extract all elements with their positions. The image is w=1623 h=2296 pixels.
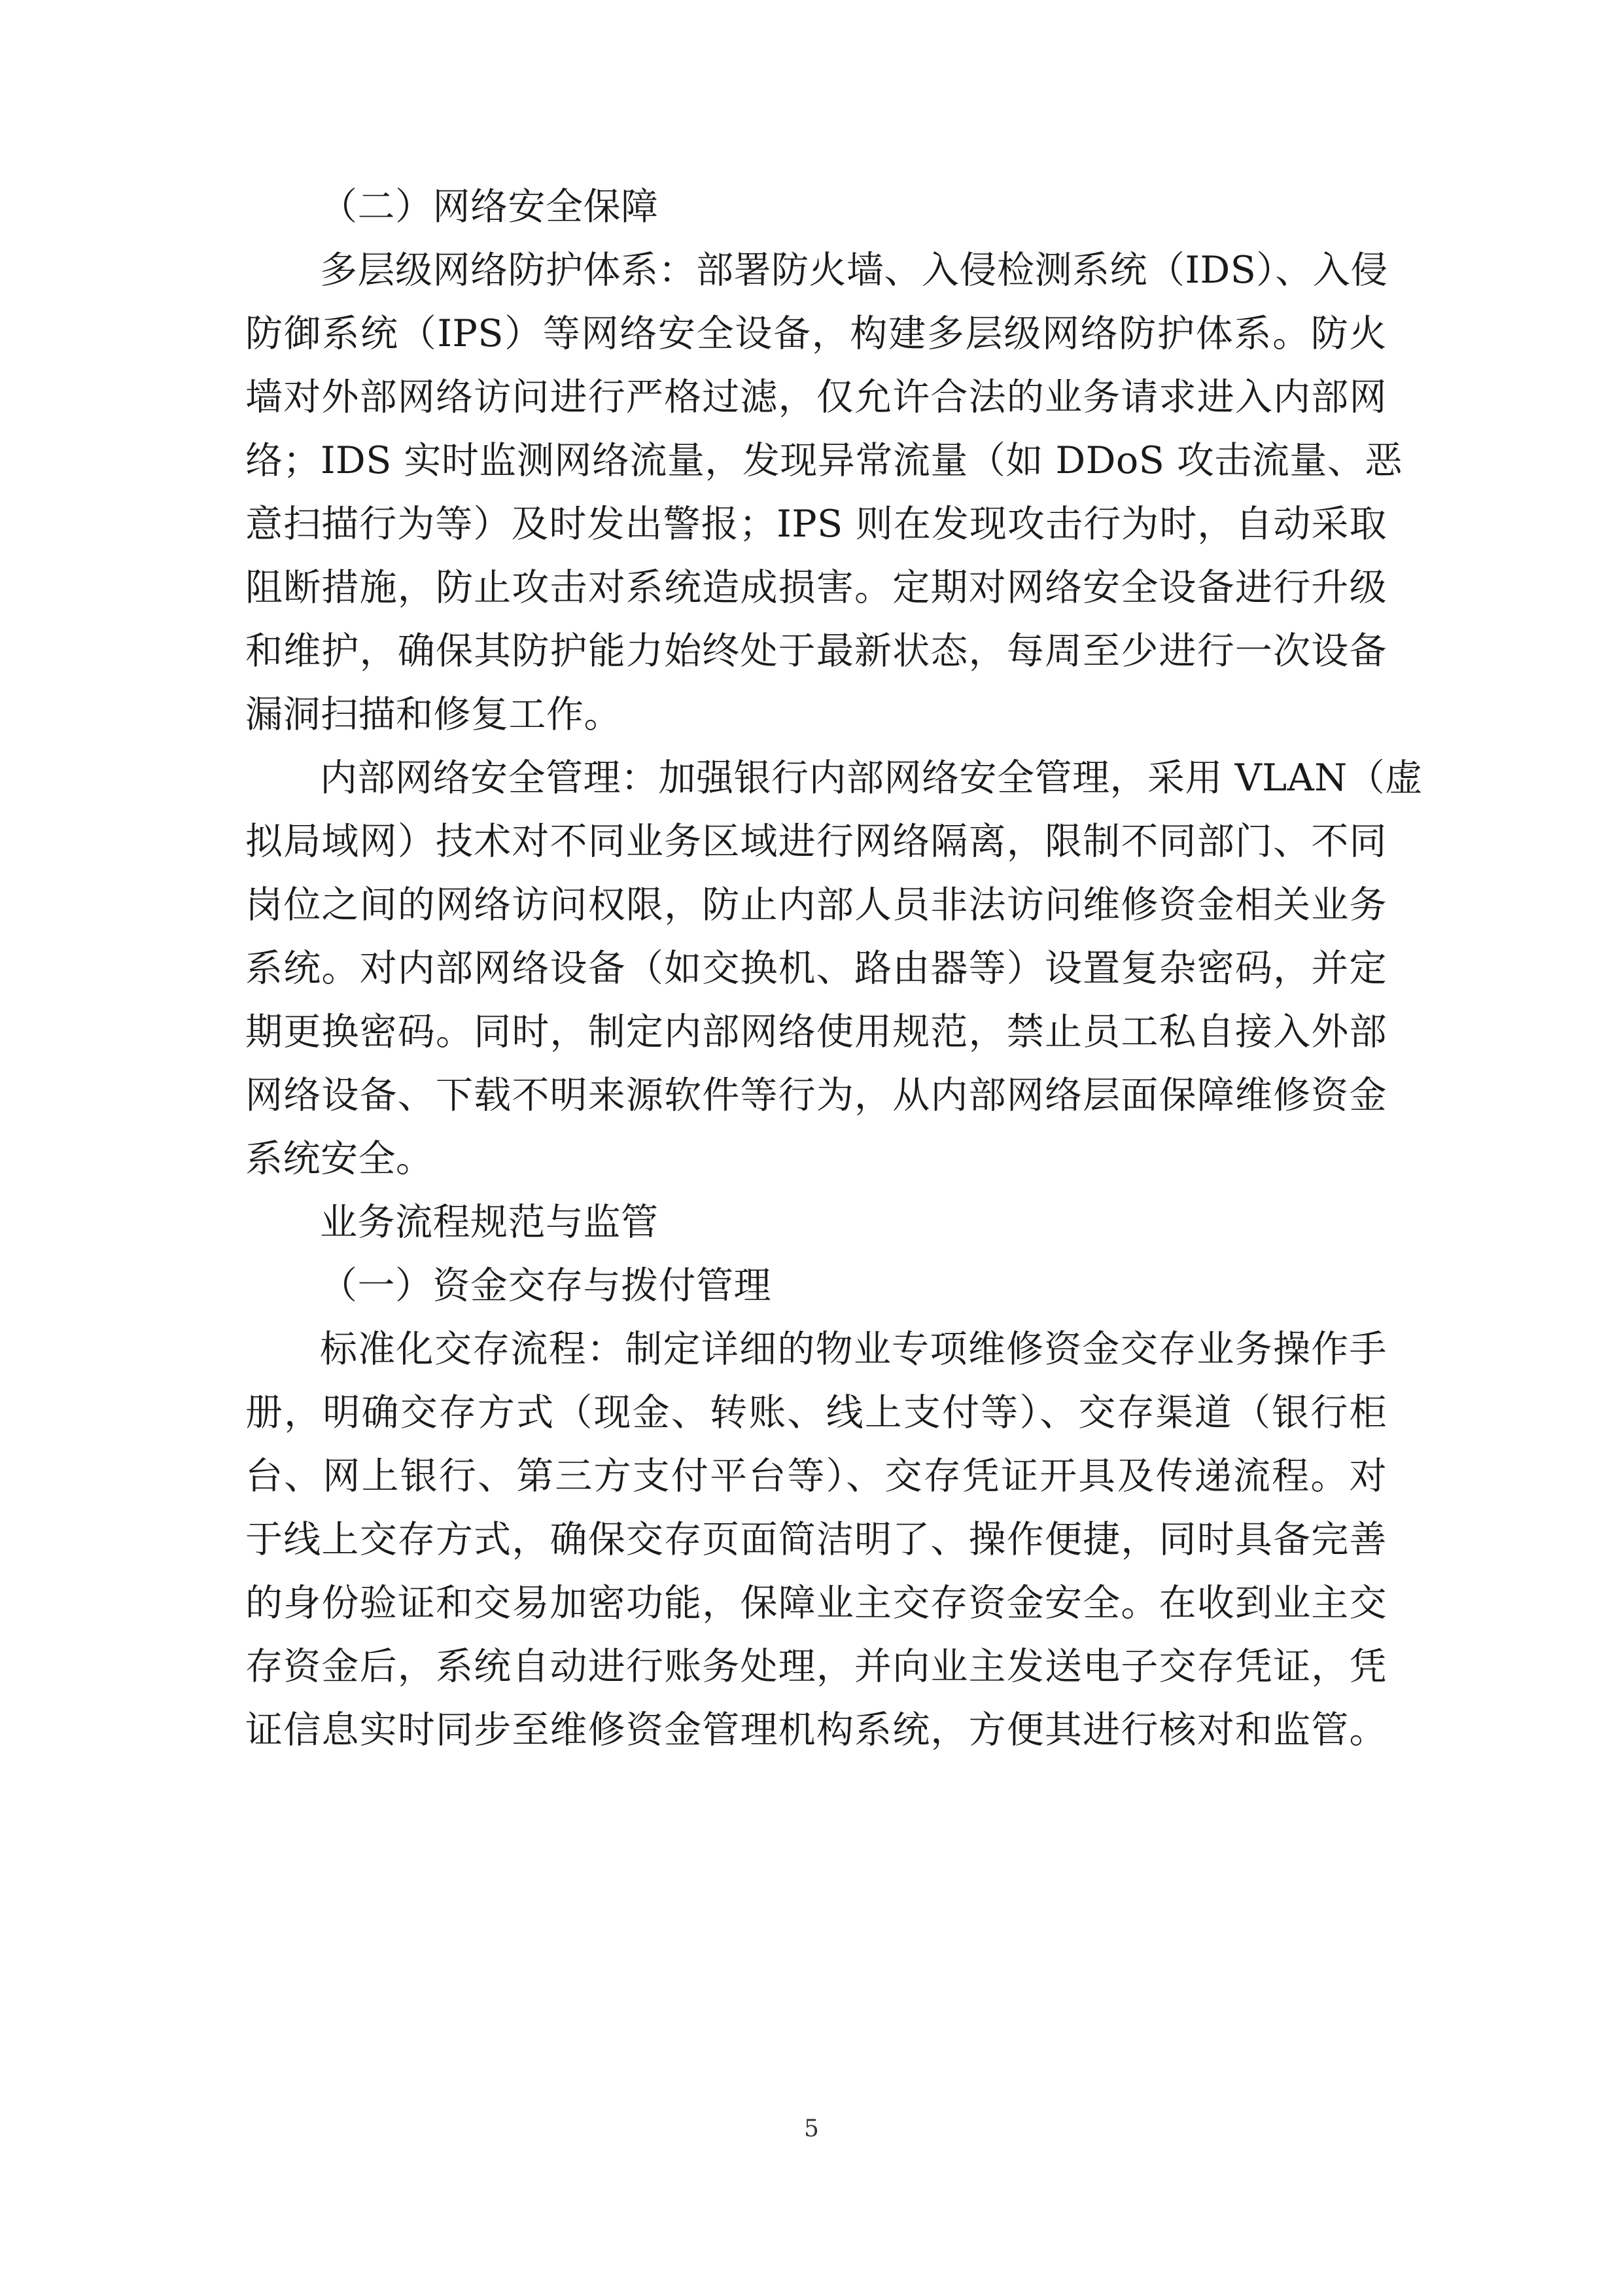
paragraph-line: 系统安全。: [245, 1137, 434, 1180]
paragraph-line: 的身份验证和交易加密功能，保障业主交存资金安全。在收到业主交: [245, 1581, 1387, 1625]
paragraph-line: 阻断措施，防止攻击对系统造成损害。定期对网络安全设备进行升级: [245, 566, 1387, 609]
paragraph-line: 标准化交存流程：制定详细的物业专项维修资金交存业务操作手: [320, 1328, 1387, 1371]
paragraph-line: 内部网络安全管理：加强银行内部网络安全管理，采用 VLAN（虚: [320, 756, 1423, 800]
paragraph-line: 岗位之间的网络访问权限，防止内部人员非法访问维修资金相关业务: [245, 883, 1387, 927]
paragraph-line: 络；IDS 实时监测网络流量，发现异常流量（如 DDoS 攻击流量、恶: [245, 439, 1403, 482]
section-heading-deposit: （一）资金交存与拨付管理: [320, 1264, 771, 1307]
paragraph-line: 漏洞扫描和修复工作。: [245, 693, 621, 736]
document-body: [245, 175, 1423, 1762]
paragraph-line: 证信息实时同步至维修资金管理机构系统，方便其进行核对和监管。: [245, 1708, 1387, 1752]
paragraph-line: 多层级网络防护体系：部署防火墙、入侵检测系统（IDS）、入侵: [320, 249, 1388, 292]
paragraph-line: 册，明确交存方式（现金、转账、线上支付等）、交存渠道（银行柜: [245, 1391, 1387, 1434]
paragraph-line: 存资金后，系统自动进行账务处理，并向业主发送电子交存凭证，凭: [245, 1645, 1387, 1688]
paragraph-standard-deposit: [245, 1318, 1387, 1762]
page-number: 5: [804, 2115, 819, 2142]
paragraph-line: 于线上交存方式，确保交存页面简洁明了、操作便捷，同时具备完善: [245, 1518, 1387, 1561]
paragraph-line: 台、网上银行、第三方支付平台等）、交存凭证开具及传递流程。对: [245, 1455, 1387, 1498]
paragraph-line: 期更换密码。同时，制定内部网络使用规范，禁止员工私自接入外部: [245, 1010, 1387, 1053]
paragraph-line: 系统。对内部网络设备（如交换机、路由器等）设置复杂密码，并定: [245, 947, 1387, 990]
paragraph-line: 墙对外部网络访问进行严格过滤，仅允许合法的业务请求进入内部网: [245, 376, 1387, 419]
paragraph-line: 拟局域网）技术对不同业务区域进行网络隔离，限制不同部门、不同: [245, 820, 1387, 863]
section-heading-network-security: （二）网络安全保障: [320, 185, 659, 228]
paragraph-multilayer-protection: [245, 239, 1403, 747]
paragraph-line: 防御系统（IPS）等网络安全设备，构建多层级网络防护体系。防火: [245, 312, 1387, 355]
paragraph-internal-network: [245, 747, 1423, 1191]
paragraph-line: 意扫描行为等）及时发出警报；IPS 则在发现攻击行为时，自动采取: [245, 503, 1387, 546]
paragraph-line: 网络设备、下载不明来源软件等行为，从内部网络层面保障维修资金: [245, 1074, 1387, 1117]
paragraph-line: 和维护，确保其防护能力始终处于最新状态，每周至少进行一次设备: [245, 629, 1387, 673]
section-heading-process: 业务流程规范与监管: [320, 1201, 659, 1244]
